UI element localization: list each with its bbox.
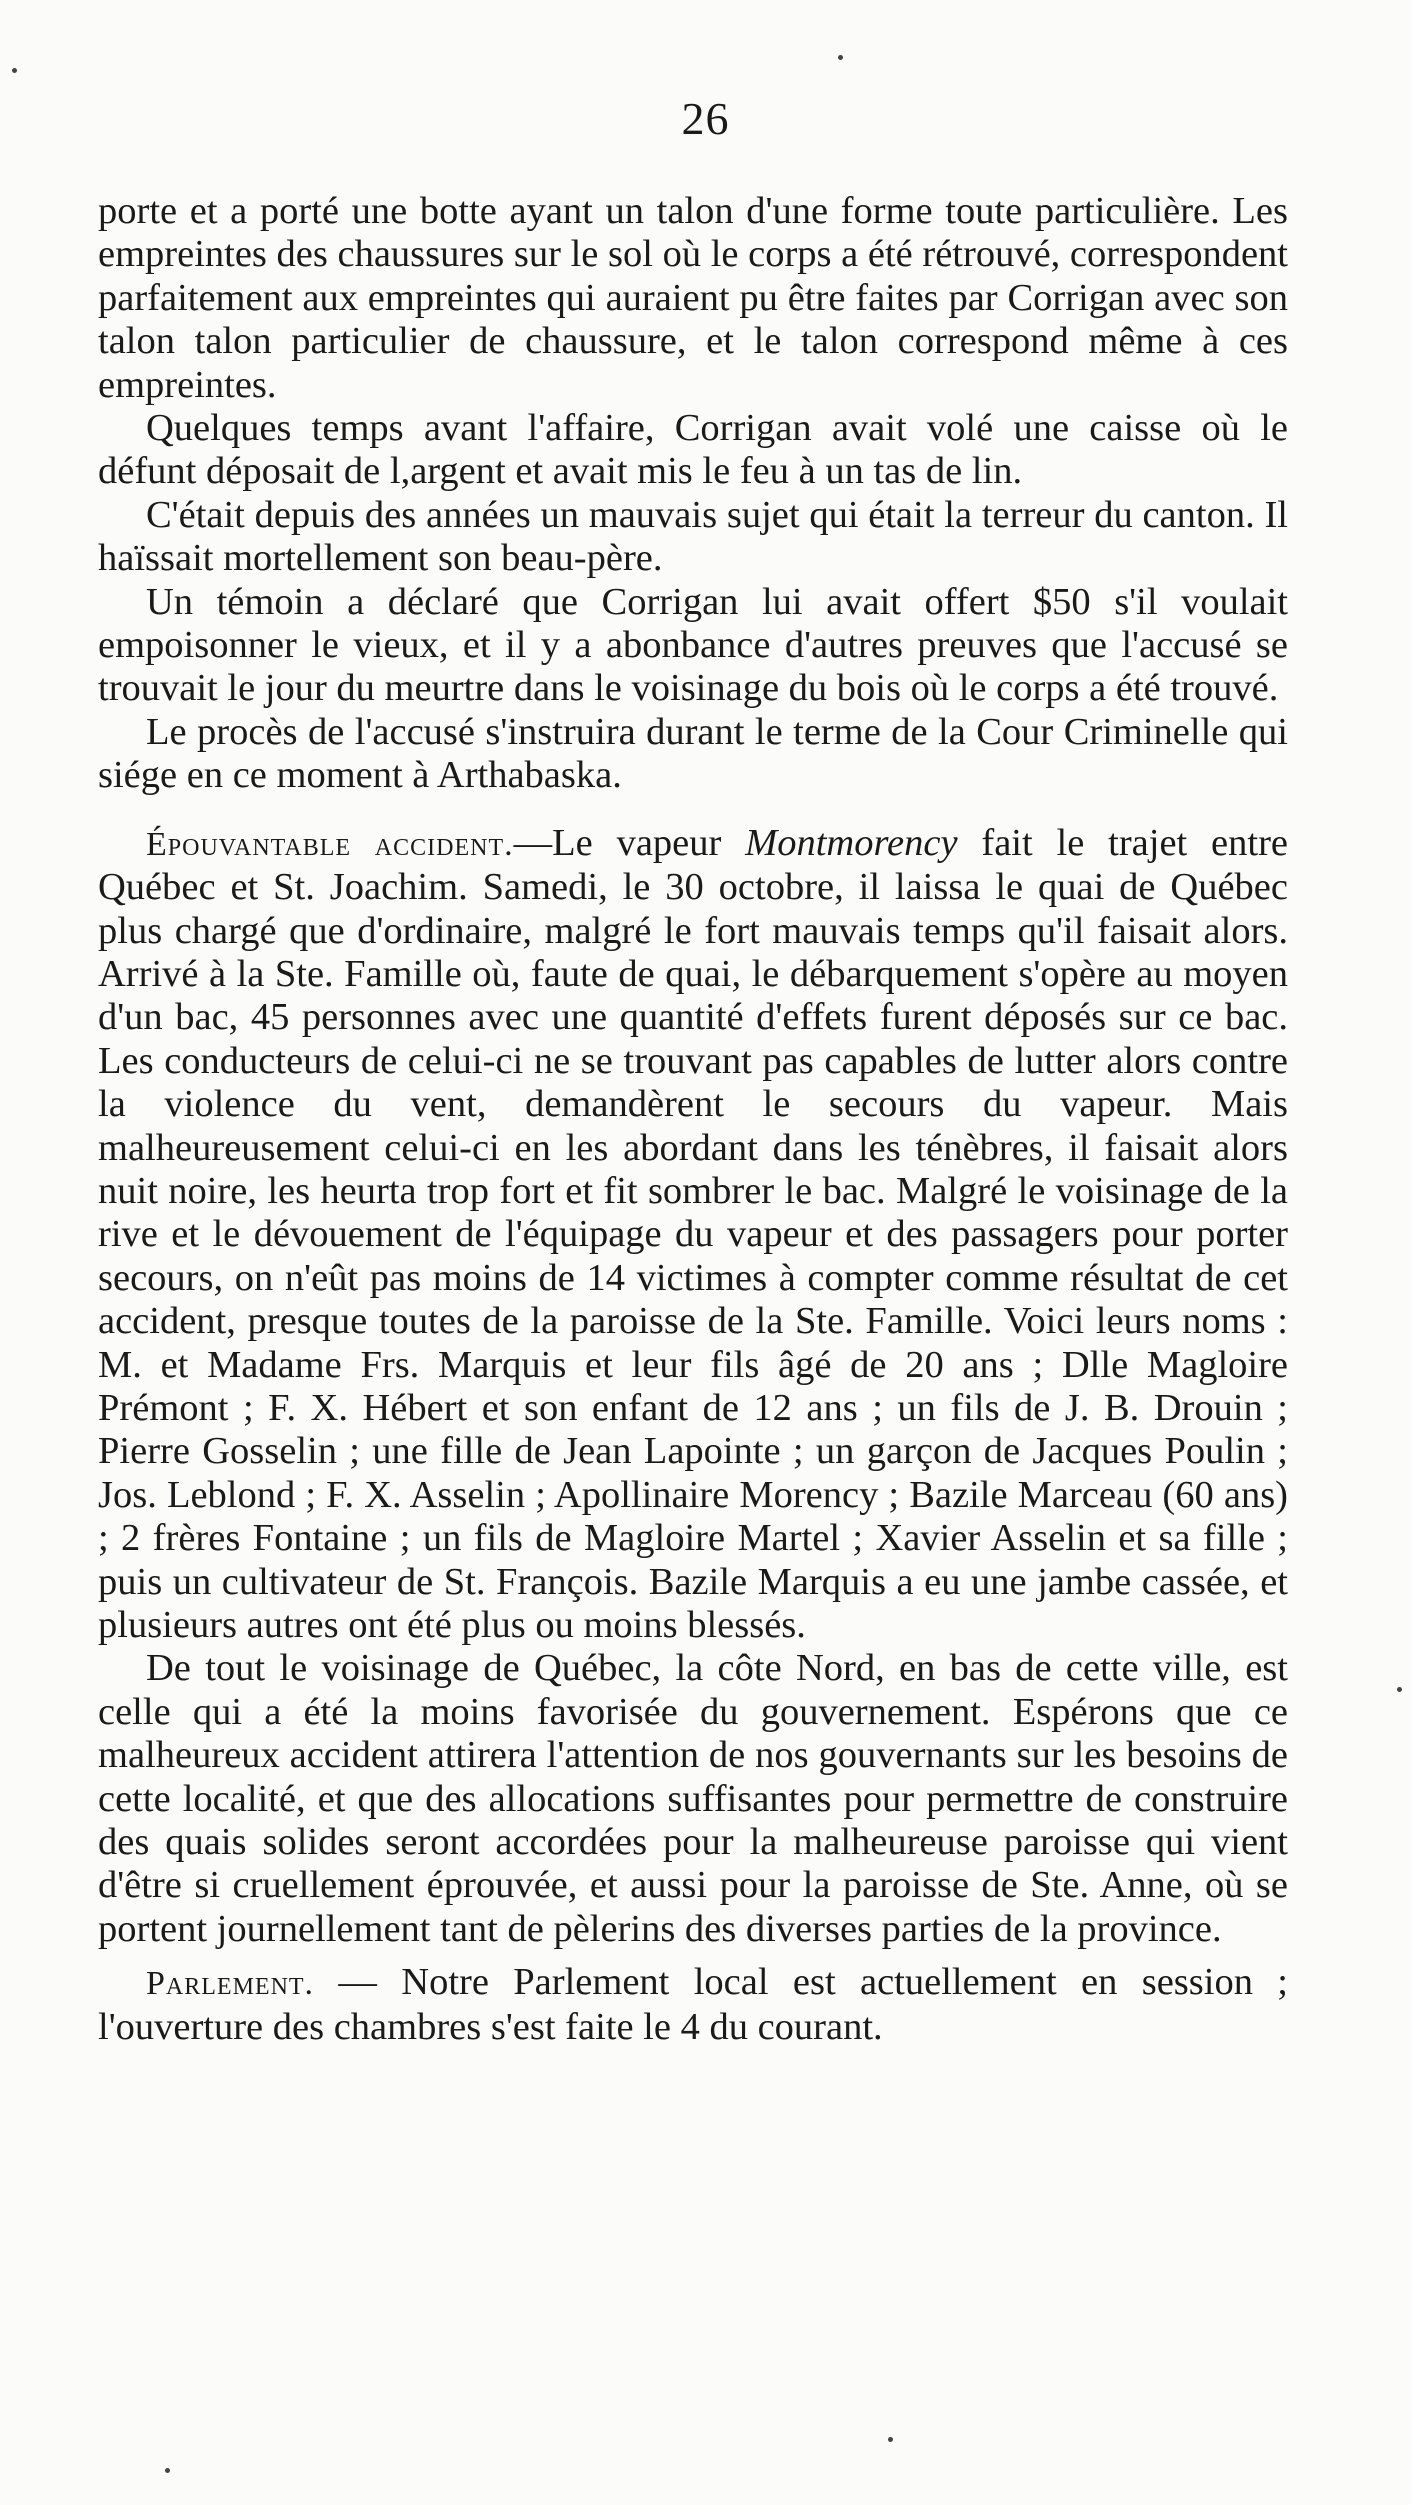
article-body bbox=[98, 190, 1288, 2049]
paragraph-witness: Un témoin a déclaré que Corrigan lui avait offert $50 s'il voulait empoisonner le vieux, et il y a abonbance d'autres preuves que l'accusé se trouvait le jour du meurtre dans le voisinage du bois où le corps a été trouvé. bbox=[98, 580, 1288, 710]
parlement-heading: Parlement. bbox=[146, 1965, 315, 2003]
paragraph-continued: porte et a porté une botte ayant un talon d'une forme toute particulière. Les empreintes des chaussures sur le sol où le corps a été rétrouvé, correspondent parfaitement aux empreintes qui auraient pu être faites par Corrigan avec son talon talon particulier de chaussure, et le talon correspond même à ces empreintes. bbox=[98, 190, 1288, 406]
parlement-article bbox=[98, 1961, 1288, 2049]
scan-speck bbox=[838, 55, 843, 60]
scan-speck bbox=[165, 2468, 170, 2473]
accident-article bbox=[98, 822, 1288, 1648]
scan-speck bbox=[1397, 1687, 1402, 1692]
accident-text-body: fait le trajet entre Québec et St. Joachim. Samedi, le 30 octobre, il laissa le quai de Québec plus chargé que d'ordinaire, malgré le fort mauvais temps qu'il faisait alors. Arrivé à la Ste. Famille où, faute de quai, le débarquement s'opère au moyen d'un bac, 45 personnes avec une quantité d'effets furent déposés sur ce bac. Les conducteurs de celui-ci ne se trouvant pas capables de lutter alors contre la violence du vent, demandèrent le secours du vapeur. Mais malheureusement celui-ci en les abordant dans les ténèbres, il faisait alors nuit noire, les heurta trop fort et fit sombrer le bac. Malgré le voisinage de la rive et le dévouement de l'équipage du vapeur et des passagers pour porter secours, on n'eût pas moins de 14 victimes à compter comme résultat de cet accident, presque toutes de la paroisse de la Ste. Famille. Voici leurs noms : M. et Madame Frs. Marquis et leur fils âgé de 20 ans ; Dlle Magloire Prémont ; F. X. Hébert et son enfant de 12 ans ; un fils de J. B. Drouin ; Pierre Gosselin ; une fille de Jean Lapointe ; un garçon de Jacques Poulin ; Jos. Leblond ; F. X. Asselin ; Apollinaire Morency ; Bazile Marceau (60 ans) ; 2 frères Fontaine ; un fils de Magloire Martel ; Xavier Asselin et sa fille ; puis un cultivateur de St. François. Bazile Marquis a eu une jambe cassée, et plusieurs autres ont été plus ou moins blessés. bbox=[98, 821, 1289, 1646]
parlement-text: — Notre Parlement local est actuellement en session ; l'ouverture des chambres s'est faite le 4 du courant. bbox=[98, 1961, 1288, 2048]
paragraph-reputation: C'était depuis des années un mauvais sujet qui était la terreur du canton. Il haïssait mortellement son beau-père. bbox=[98, 493, 1288, 580]
accident-text-intro: —Le vapeur bbox=[513, 821, 746, 864]
scan-speck bbox=[888, 2437, 893, 2442]
paragraph-trial: Le procès de l'accusé s'instruira durant le terme de la Cour Criminelle qui siége en ce moment à Arthabaska. bbox=[98, 710, 1288, 797]
scan-speck bbox=[12, 68, 17, 73]
vessel-name: Montmorency bbox=[745, 821, 958, 864]
paragraph-theft: Quelques temps avant l'affaire, Corrigan avait volé une caisse où le défunt déposait de l,argent et avait mis le feu à un tas de lin. bbox=[98, 407, 1288, 493]
paragraph-government: De tout le voisinage de Québec, la côte Nord, en bas de cette ville, est celle qui a été la moins favorisée du gouvernement. Espérons que ce malheureux accident attirera l'attention de nos gouvernants sur les besoins de cette localité, et que des allocations suffisantes pour permettre de construire des quais solides seront accordées pour la malheureuse paroisse qui vient d'être si cruellement éprouvée, et aussi pour la paroisse de Ste. Anne, où se portent journellement tant de pèlerins des diverses parties de la province. bbox=[98, 1647, 1288, 1950]
accident-heading: Épouvantable accident. bbox=[146, 825, 514, 863]
page-number: 26 bbox=[681, 93, 730, 144]
